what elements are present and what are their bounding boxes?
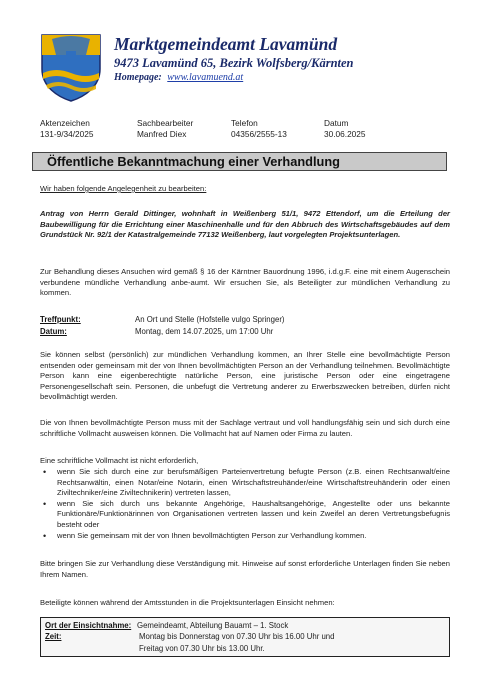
clerk-label: Sachbearbeiter — [137, 118, 194, 128]
phone-field — [231, 118, 287, 140]
office-name: Marktgemeindeamt Lavamünd — [114, 34, 338, 54]
clerk-field — [137, 118, 193, 140]
proxy-intro-text: Eine schriftliche Vollmacht ist nicht erforderlich, — [40, 456, 199, 465]
inspection-time-line-1: Montag bis Donnerstag von 07.30 Uhr bis 16.00 Uhr und — [139, 632, 335, 641]
list-item: • wenn Sie sich durch uns bekannte Angehörige, Haushaltsangehörige, Angestellte oder uns bekannte Funktionäre/Funktionärinnen von Organisationen vertreten lassen und kein Zweifel an deren Vertretungsbefugnis besteht oder — [40, 499, 450, 531]
date-label: Datum — [324, 118, 349, 128]
paragraph-representation: Sie können selbst (persönlich) zur mündlichen Verhandlung kommen, an Ihrer Stelle eine bevollmächtigte Person entsenden oder gemeinsam mit der von Ihnen bevollmächtigten Person an der Verhandlung teilnehmen. Bevollmächtigte Person kann eine eigenberechtigte natürliche Person, eine juristische Person oder eine eingetragene Personengesellschaft sein. Personen, die unbefugt die Vertretung anderer zu Erwerbszwecken betreiben, dürfen nicht bevollmächtigt werden. — [40, 350, 450, 402]
meeting-place-label: Treffpunkt: — [40, 315, 81, 324]
inspection-time-line-2: Freitag von 07.30 Uhr bis 13.00 Uhr. — [139, 644, 265, 653]
inspection-time-label: Zeit: — [45, 632, 62, 641]
paragraph-hearing-notice: Zur Behandlung dieses Ansuchen wird gemäß § 16 der Kärntner Bauordnung 1996, i.d.g.F. eine mit einem Augenschein verbundene mündliche Verhandlung anbe-aumt. Wir ersuchen Sie, als Beteiligter zur mündlichen Verhandlung zu kommen. — [40, 267, 450, 298]
office-homepage — [114, 72, 243, 83]
intro-text: Wir haben folgende Angelegenheit zu bearbeiten: — [40, 184, 207, 193]
homepage-label: Homepage: — [114, 72, 162, 83]
inspection-info-box — [40, 617, 450, 657]
date-field — [324, 118, 366, 140]
list-item: • wenn Sie sich durch eine zur berufsmäßigen Parteienvertretung befugte Person (z.B. einen Rechtsanwalt/eine Rechtsanwältin, einen Notar/eine Notarin, einen Wirtschaftstreuhänder/eine Wirtschaftstreuhänderin oder einen Ziviltechniker/eine Ziviltechnikerin) vertreten lassen, — [40, 467, 450, 499]
coat-of-arms-icon — [40, 33, 102, 103]
paragraph-proxy-requirements: Die von Ihnen bevollmächtigte Person muss mit der Sachlage vertraut und voll handlungsfähig sein und sich durch eine schriftliche Vollmacht ausweisen können. Die Vollmacht hat auf Namen oder Firma zu lauten. — [40, 418, 450, 438]
office-address: 9473 Lavamünd 65, Bezirk Wolfsberg/Kärnten — [114, 56, 354, 70]
meeting-place-value: An Ort und Stelle (Hofstelle vulgo Springer) — [135, 315, 285, 324]
proxy-exceptions-list — [40, 467, 450, 541]
inspection-place-label: Ort der Einsichtnahme: — [45, 621, 132, 630]
case-number-label: Aktenzeichen — [40, 118, 90, 128]
subject-text: Antrag von Herrn Gerald Dittinger, wohnhaft in Weißenberg 51/1, 9472 Ettendorf, um die Erteilung der Baubewilligung für die Errichtung einer Maschinenhalle und für den Abbruch des Wirtschaftsgebäudes auf dem Grundstück Nr. 92/1 der Katastralgemeinde 77132 Weißenberg, laut vorgelegten Projektsunterlagen. — [40, 209, 450, 240]
list-item: • wenn Sie gemeinsam mit der von Ihnen bevollmächtigten Person zur Verhandlung kommen. — [40, 531, 450, 542]
meeting-date-label: Datum: — [40, 327, 67, 336]
case-number-field — [40, 118, 94, 140]
paragraph-bring-notice: Bitte bringen Sie zur Verhandlung diese Verständigung mit. Hinweise auf sonst erforderliche Unterlagen finden Sie neben Ihrem Namen. — [40, 559, 450, 579]
document-title-bar — [32, 152, 447, 171]
date-value: 30.06.2025 — [324, 129, 366, 139]
document-title: Öffentliche Bekanntmachung einer Verhandlung — [47, 154, 340, 169]
phone-label: Telefon — [231, 118, 258, 128]
meeting-date-value: Montag, dem 14.07.2025, um 17:00 Uhr — [135, 327, 274, 336]
paragraph-inspection-intro: Beteiligte können während der Amtsstunden in die Projektsunterlagen Einsicht nehmen: — [40, 598, 335, 607]
case-number-value: 131-9/34/2025 — [40, 129, 94, 139]
clerk-value: Manfred Diex — [137, 129, 187, 139]
phone-value: 04356/2555-13 — [231, 129, 287, 139]
inspection-place-value: Gemeindeamt, Abteilung Bauamt – 1. Stock — [137, 621, 289, 630]
homepage-link[interactable]: www.lavamuend.at — [167, 72, 244, 83]
